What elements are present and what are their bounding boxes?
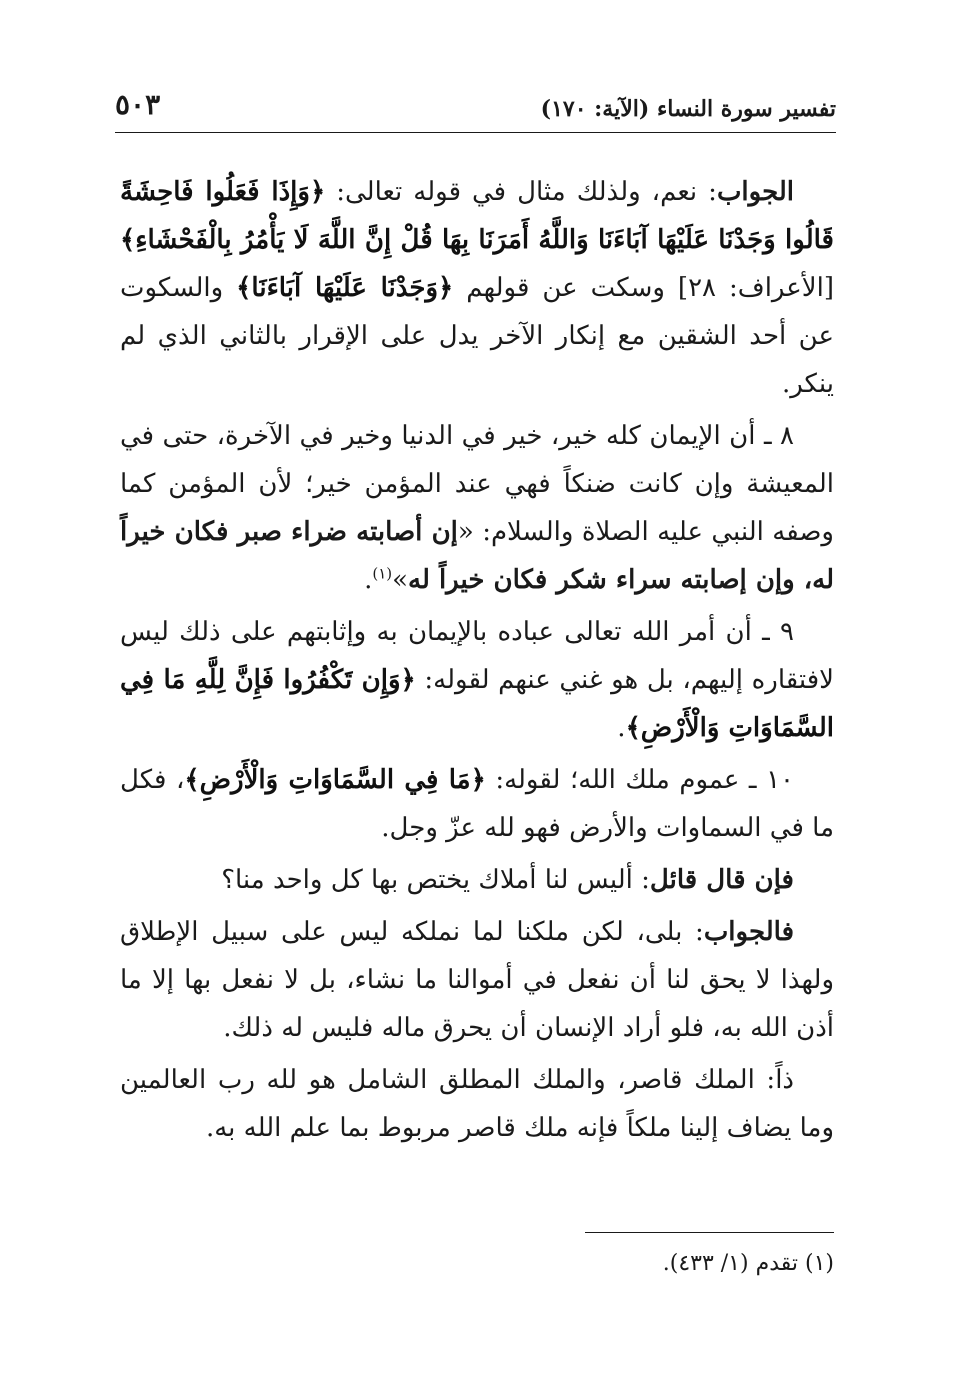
running-title: تفسير سورة النساء (الآية: ١٧٠)	[540, 96, 836, 122]
text-span: : نعم، ولذلك مثال في قوله تعالى:	[325, 177, 717, 207]
text-span: ٩ ـ أن أمر الله تعالى عباده بالإيمان به وإثابتهم على ذلك ليس لافتقاره إليهم، بل هو غني عنهم لقوله:	[120, 617, 834, 695]
text-span: ذاً: الملك قاصر، والملك المطلق الشامل هو لله رب العالمين وما يضاف إلينا ملكاً فإنه ملك قاصر مربوط بما علم الله به.	[120, 1065, 834, 1143]
quran-verse: ﴿مَا فِي السَّمَاوَاتِ وَالْأَرْضِ﴾	[184, 765, 486, 795]
answer-lead: الجواب	[716, 177, 794, 207]
quran-verse: ﴿وَإِذَا فَعَلُوا فَاحِشَةً قَالُوا وَجَدْنَا عَلَيْهَا آبَاءَنَا وَاللَّهُ أَمَرَنَا بِهَا قُلْ إِنَّ اللَّهَ لَا يَأْمُرُ بِالْفَحْشَاءِ﴾	[120, 177, 834, 255]
paragraph-point-10	[120, 756, 834, 852]
paragraph-point-8	[120, 412, 834, 604]
answer-lead: فالجواب	[703, 917, 794, 947]
page-header	[115, 88, 836, 133]
text-span: : أليس لنا أملاك يختص بها كل واحد منا؟	[221, 865, 650, 895]
footnote: (١) تقدم (١/ ٤٣٣).	[662, 1251, 834, 1276]
text-span: : بلى، لكن ملكنا لما نملكه ليس على سبيل الإطلاق ولهذا لا يحق لنا أن نفعل في أموالنا ما نشاء، بل لا نفعل بها إلا ما أذن الله به، فلو أراد الإنسان أن يحرق ماله فليس له ذلك.	[120, 917, 834, 1043]
text-span: .	[617, 713, 626, 743]
quran-verse: ﴿وَإِن تَكْفُرُوا فَإِنَّ لِلَّهِ مَا فِي السَّمَاوَاتِ وَالْأَرْضِ﴾	[120, 665, 834, 743]
text-span: [الأعراف: ٢٨] وسكت عن قولهم	[453, 273, 834, 303]
paragraph-question	[120, 856, 834, 904]
text-span: والسكوت عن أحد الشقين مع إنكار الآخر يدل على الإقرار بالثاني الذي لم ينكر.	[120, 273, 834, 399]
text-span: ، فكل ما في السماوات والأرض فهو لله عزّ وجل.	[120, 765, 834, 843]
page-number: ٥٠٣	[115, 88, 161, 121]
footnote-reference[interactable]: (١)	[372, 564, 393, 583]
quran-verse: ﴿وَجَدْنَا عَلَيْهَا آبَاءَنَا﴾	[236, 273, 454, 303]
hadith-quote: إن أصابته ضراء صبر فكان خيراً له، وإن إصابته سراء شكر فكان خيراً له	[120, 517, 834, 595]
text-span: ٨ ـ أن الإيمان كله خير، خير في الدنيا وخير في الآخرة، حتى في المعيشة وإن كانت ضنكاً فهي عند المؤمن خير؛ لأن المؤمن كما وصفه النبي عليه الصلاة والسلام: «	[120, 421, 834, 547]
paragraph-answer-2	[120, 908, 834, 1052]
footnote-divider	[585, 1232, 834, 1233]
page-body	[120, 168, 834, 1152]
paragraph-point-9	[120, 608, 834, 752]
paragraph-answer-1	[120, 168, 834, 408]
question-lead: فإن قال قائل	[649, 865, 794, 895]
text-span: ١٠ ـ عموم ملك الله؛ لقوله:	[485, 765, 794, 795]
paragraph-conclusion	[120, 1056, 834, 1152]
text-span: .	[364, 565, 373, 595]
text-span: »	[392, 565, 409, 595]
